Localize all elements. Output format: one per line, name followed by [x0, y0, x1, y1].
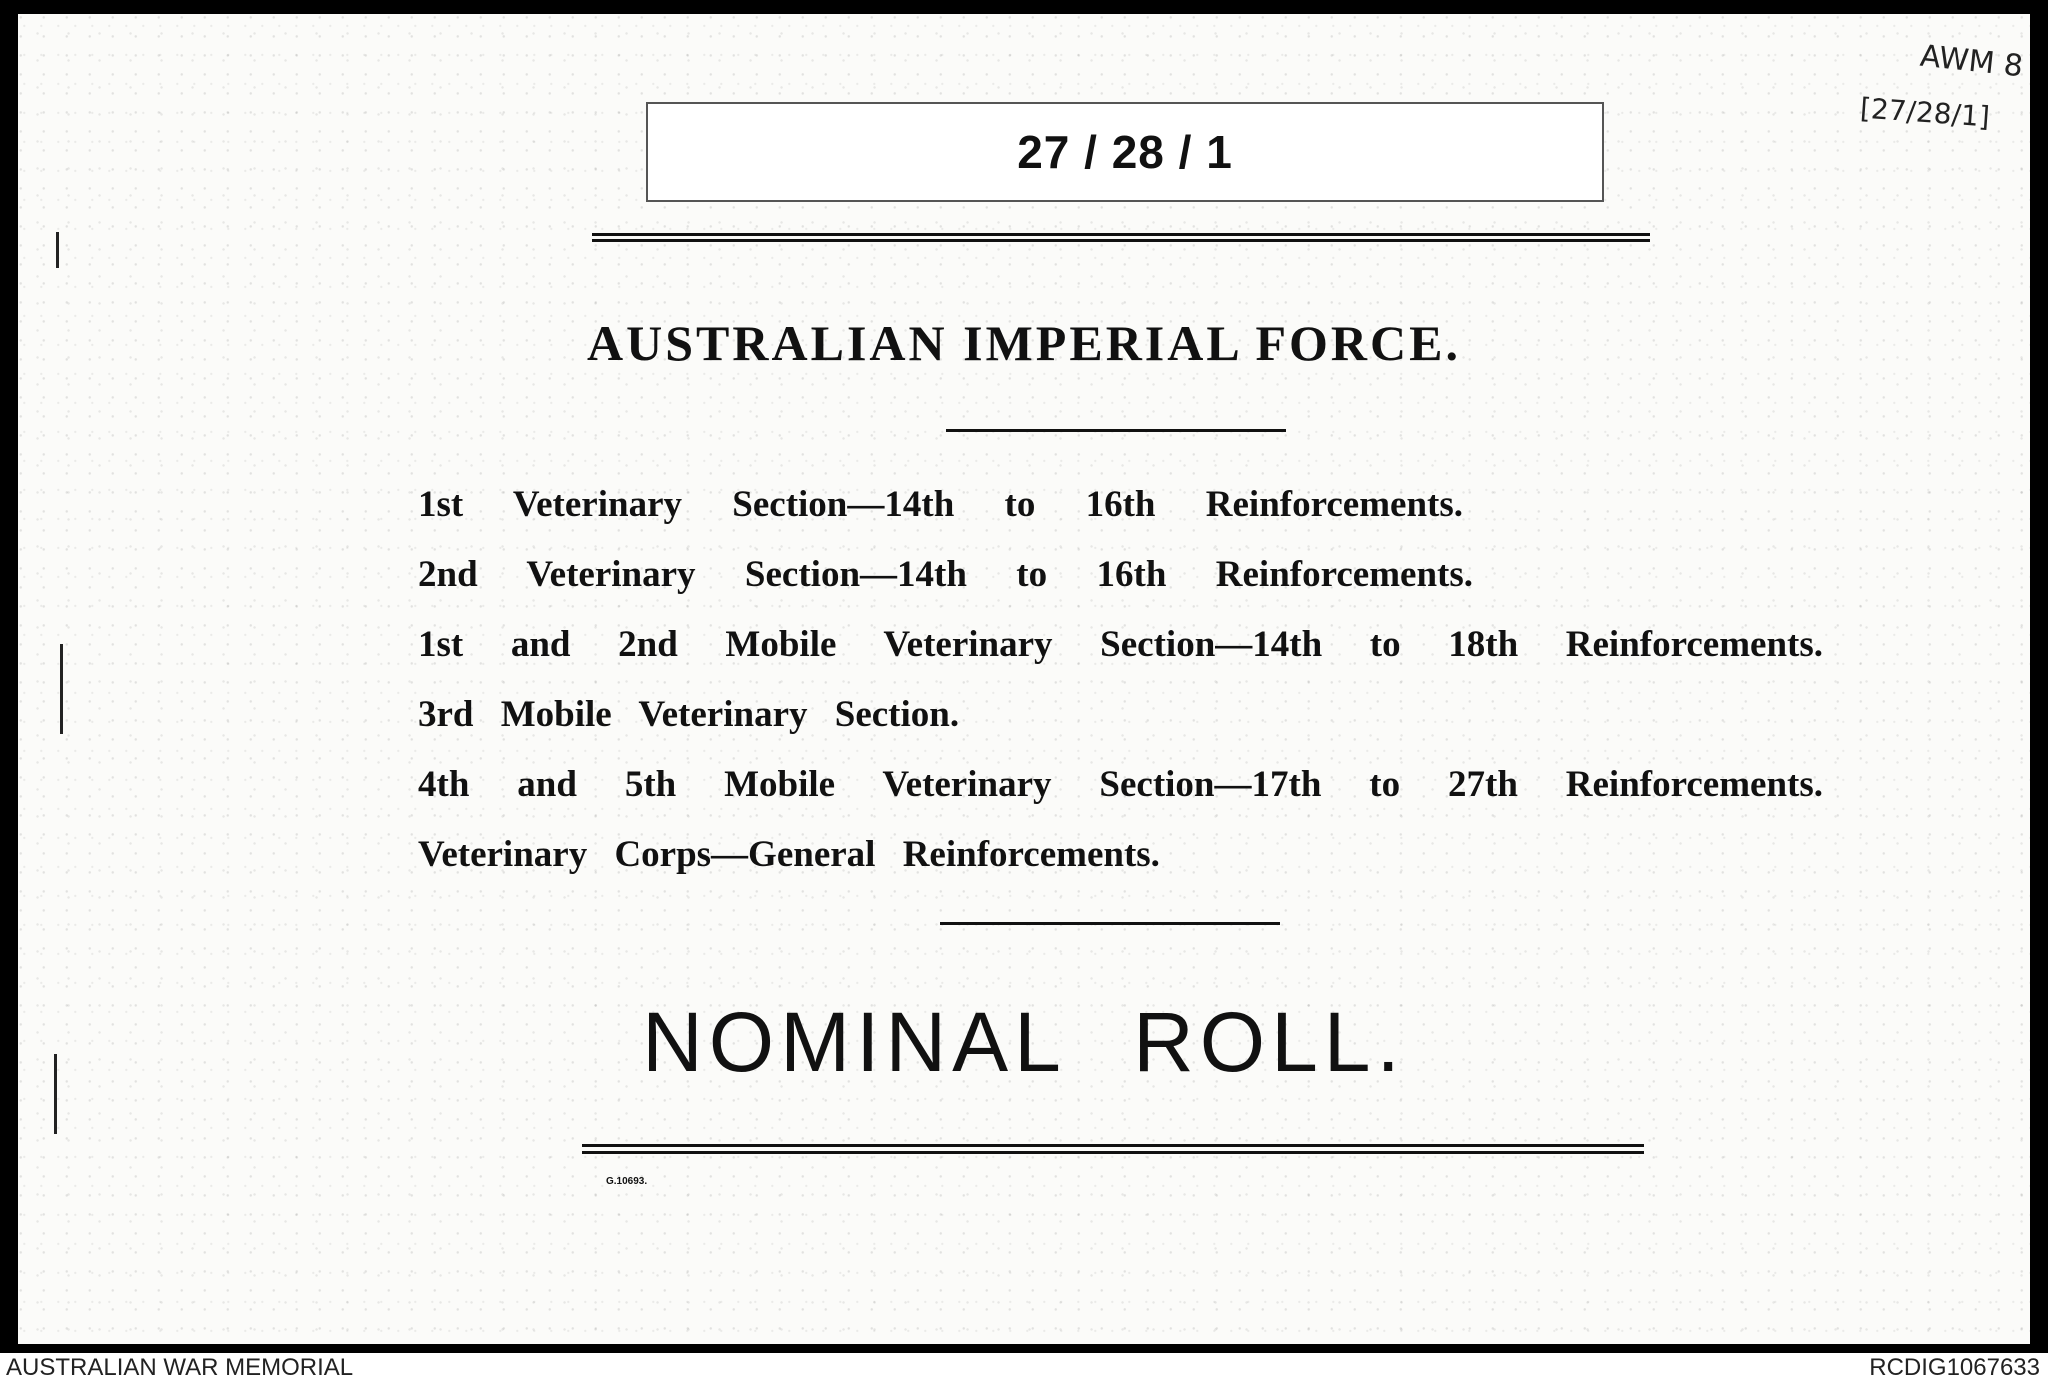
section-list — [418, 470, 1823, 890]
handwritten-annotation: AWM 8 — [1918, 38, 2025, 85]
bottom-rule-upper — [582, 1144, 1644, 1147]
force-title: AUSTRALIAN IMPERIAL FORCE. — [587, 315, 1461, 371]
section-line: 1st Veterinary Section—14th to 16th Reinforcements. — [418, 484, 1463, 525]
top-rule-upper — [592, 233, 1650, 236]
section-line: 4th and 5th Mobile Veterinary Section—17th to 27th Reinforcements. — [418, 764, 1823, 805]
roll-title: NOMINAL ROLL. — [642, 995, 1406, 1089]
bottom-rule-lower — [582, 1151, 1644, 1154]
print-code: G.10693. — [606, 1176, 648, 1187]
section-line: 1st and 2nd Mobile Veterinary Section—14th to 18th Reinforcements. — [418, 624, 1823, 665]
footer-institution: AUSTRALIAN WAR MEMORIAL — [6, 1354, 354, 1381]
document-page — [18, 14, 2030, 1344]
section-line: 3rd Mobile Veterinary Section. — [418, 694, 960, 735]
edge-mark — [56, 232, 59, 268]
top-rule-lower — [592, 239, 1650, 242]
edge-mark — [54, 1054, 57, 1134]
reference-box — [646, 102, 1604, 202]
footer-image-id: RCDIG1067633 — [1869, 1354, 2040, 1381]
edge-mark — [60, 644, 63, 734]
handwritten-annotation: [27/28/1] — [1859, 91, 1991, 134]
sections-divider — [940, 922, 1280, 925]
reference-number: 27 / 28 / 1 — [1017, 126, 1233, 178]
section-line: Veterinary Corps—General Reinforcements. — [418, 834, 1160, 875]
section-line: 2nd Veterinary Section—14th to 16th Reinforcements. — [418, 554, 1473, 595]
title-divider — [946, 429, 1286, 432]
